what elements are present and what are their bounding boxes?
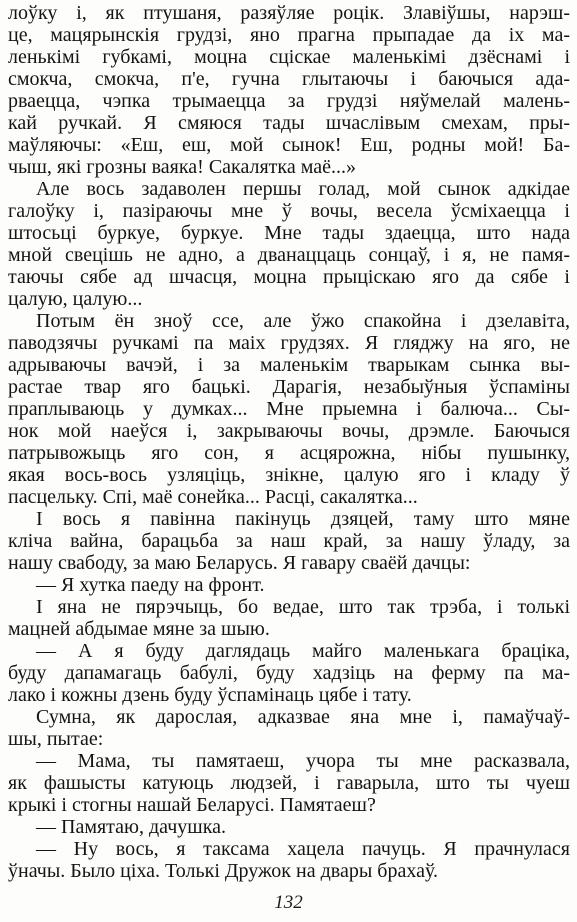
text-line: лоўку і, як птушаня, разяўляе роцік. Злавіўшы, нарэш-: [8, 2, 570, 24]
text-line: патрывожыць яго сон, я асцярожна, нібы пушынку,: [8, 442, 570, 464]
text-line: нашу свабоду, за маю Беларусь. Я гавару сваёй дачцы:: [8, 552, 471, 574]
text-line: як фашысты катуюць людзей, і гаварыла, што ты чуеш: [8, 772, 570, 794]
text-line: штосьці буркуе, буркуе. Мне тады здаецца, што нада: [8, 222, 570, 244]
text-line: растае твар яго бацькі. Дарагія, незабыўныя ўспаміны: [8, 376, 570, 398]
text-line: І вось я павінна пакінуць дзяцей, таму што мяне: [36, 508, 570, 530]
text-line: ленькімі губкамі, моцна сціскае маленькімі дзёснамі і: [8, 46, 570, 68]
page-number: 132: [274, 892, 303, 913]
text-line: смокча, смокча, п'е, гучна глытаючы і баючыся ада-: [8, 68, 570, 90]
text-line: ўначы. Было ціха. Толькі Дружок на двары брахаў.: [8, 860, 438, 882]
text-line: — Памятаю, дачушка.: [36, 816, 226, 838]
text-line: рваецца, чэпка трымаецца за грудзі няўмелай малень-: [8, 90, 570, 112]
text-line: мной свецішь не адно, а дванаццаць сонцаў, і я, не памя-: [8, 244, 570, 266]
text-line: шы, пытае:: [8, 728, 104, 750]
text-line: галоўку і, пазіраючы мне ў вочы, весела ўсміхаецца і: [8, 200, 570, 222]
text-line: — Ну вось, я таксама хацела пачуць. Я прачнулася: [36, 838, 570, 860]
text-line: це, мацярынскія грудзі, яно прагна прыпадае да іх ма-: [8, 24, 570, 46]
text-line: Потым ён зноў ссе, але ўжо спакойна і дзелавіта,: [36, 310, 570, 332]
body-text: [8, 2, 570, 882]
text-line: таючы сябе ад шчасця, моцна прыціскаю яго да сябе і: [8, 266, 570, 288]
text-line: І яна не пярэчыць, бо ведае, што так трэба, і толькі: [36, 596, 570, 618]
text-line: пасцельку. Спі, маё сонейка... Расці, сакалятка...: [8, 486, 418, 508]
text-line: адрываючы вачэй, і за маленькім тварыкам сынка вы-: [8, 354, 570, 376]
text-line: маўляючы: «Еш, еш, мой сынок! Еш, родны мой! Ба-: [8, 134, 570, 156]
text-line: Але вось задаволен першы голад, мой сынок адкідае: [36, 178, 570, 200]
text-line: Сумна, як дарослая, адказвае яна мне і, памаўчаў-: [36, 706, 570, 728]
text-line: чыш, які грозны ваяка! Сакалятка маё...»: [8, 156, 356, 178]
text-line: буду дапамагаць бабулі, буду хадзіць на ферму па ма-: [8, 662, 570, 684]
text-line: кай ручкай. Я смяюся тады шчаслівым смехам, пры-: [8, 112, 570, 134]
text-line: праплываюць у думках... Мне прыемна і балюча... Сы-: [8, 398, 570, 420]
text-line: лако і кожны дзень буду ўспамінаць цябе і тату.: [8, 684, 412, 706]
text-line: якая вось-вось узляціць, знікне, цалую яго і кладу ў: [8, 464, 570, 486]
text-line: кліча вайна, барацьба за наш край, за нашу ўладу, за: [8, 530, 570, 552]
text-line: нок мой наеўся і, закрываючы вочы, дрэмле. Баючыся: [8, 420, 570, 442]
text-line: — А я буду даглядаць майго маленькага браціка,: [36, 640, 570, 662]
text-line: — Мама, ты памятаеш, учора ты мне расказвала,: [36, 750, 570, 772]
text-line: крыкі і стогны нашай Беларусі. Памятаеш?: [8, 794, 376, 816]
text-line: — Я хутка паеду на фронт.: [36, 574, 265, 596]
text-line: паводзячы ручкамі па маіх грудзях. Я гляджу на яго, не: [8, 332, 570, 354]
text-line: мацней абдымае мяне за шыю.: [8, 618, 270, 640]
text-line: цалую, цалую...: [8, 288, 143, 310]
